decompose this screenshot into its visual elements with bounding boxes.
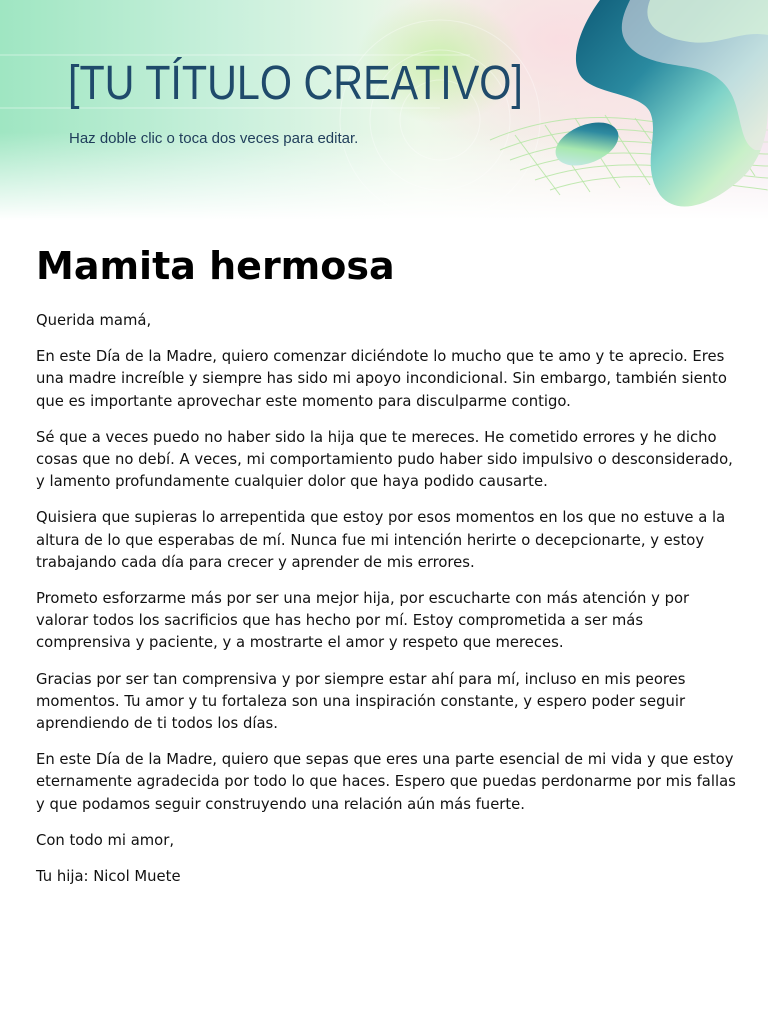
letter-paragraph: En este Día de la Madre, quiero que sepas que eres una parte esencial de mi vida y que estoy eternamente agradecida por todo lo que haces. Espero que puedas perdonarme por mis fallas y que podamos seguir construyendo una relación aún más fuerte. [36, 751, 736, 813]
letter-paragraph: Gracias por ser tan comprensiva y por siempre estar ahí para mí, incluso en mis peores momentos. Tu amor y tu fortaleza son una inspiración constante, y espero poder seguir aprendiendo de ti todos los días. [36, 670, 686, 733]
header-banner [0, 0, 768, 220]
signature: Tu hija: Nicol Muete [36, 868, 181, 886]
greeting: Querida mamá, [36, 312, 152, 329]
letter-paragraph: Sé que a veces puedo no haber sido la hija que te mereces. He cometido errores y he dicho cosas que no debí. A veces, mi comportamiento pudo haber sido impulsivo o desconsiderado, y lamento profundamente cualquier dolor que haya podido causarte. [36, 428, 733, 491]
edit-instruction: Haz doble clic o toca dos veces para editar. [69, 130, 359, 147]
closing: Con todo mi amor, [36, 831, 175, 849]
letter-paragraph: Prometo esforzarme más por ser una mejor hija, por escucharte con más atención y por valorar todos los sacrificios que has hecho por mí. Estoy comprometida a ser más comprensiva y paciente, y a mostrarte el amor y respeto que mereces. [36, 590, 690, 652]
letter-body [36, 242, 736, 902]
letter-paragraph: Quisiera que supieras lo arrepentida que estoy por esos momentos en los que no estuve a la altura de lo que esperabas de mí. Nunca fue mi intención herirte o decepcionarte, y estoy trabajando cada día para crecer y aprender de mis errores. [36, 509, 726, 571]
letter-paragraph: En este Día de la Madre, quiero comenzar diciéndote lo mucho que te amo y te aprecio. Eres una madre increíble y siempre has sido mi apoyo incondicional. Sin embargo, también siento que es importante aprovechar este momento para disculparme contigo. [36, 348, 727, 410]
letter-title: Mamita hermosa [36, 244, 395, 288]
creative-title[interactable]: [TU TÍTULO CREATIVO] [68, 57, 523, 110]
abstract-wave-graphic [0, 0, 768, 220]
